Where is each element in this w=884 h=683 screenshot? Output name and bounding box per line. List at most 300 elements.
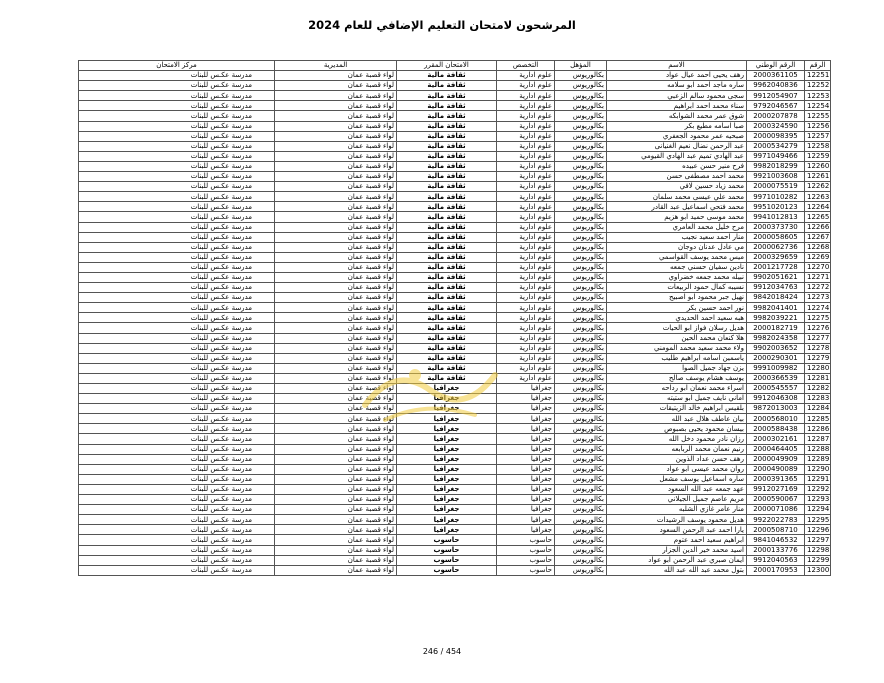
cell-seq: 12255	[805, 111, 831, 121]
cell-directorate: لواء قصبة عمان	[275, 182, 397, 192]
cell-qualification: بكالوريوس	[555, 222, 607, 232]
cell-specialization: جغرافيا	[497, 515, 555, 525]
cell-national-id: 9982039221	[747, 313, 805, 323]
cell-national-id: 2000329659	[747, 252, 805, 262]
cell-national-id: 9902051621	[747, 272, 805, 282]
candidates-table	[78, 60, 831, 576]
table-row	[79, 515, 831, 525]
cell-name: هديل رسلان فواز ابو الحيات	[607, 323, 747, 333]
table-row	[79, 303, 831, 313]
cell-national-id: 2000058605	[747, 232, 805, 242]
cell-national-id: 2000290301	[747, 353, 805, 363]
cell-national-id: 2000545557	[747, 384, 805, 394]
cell-qualification: بكالوريوس	[555, 232, 607, 242]
cell-center: مدرسة عكـس للبنات	[79, 484, 275, 494]
cell-name: سجى محمود سالم الزعبي	[607, 91, 747, 101]
cell-center: مدرسة عكـس للبنات	[79, 424, 275, 434]
cell-qualification: بكالوريوس	[555, 505, 607, 515]
cell-directorate: لواء قصبة عمان	[275, 505, 397, 515]
cell-qualification: بكالوريوس	[555, 484, 607, 494]
cell-name: نسيبه كمال حمود الربيعات	[607, 283, 747, 293]
cell-specialization: جغرافيا	[497, 444, 555, 454]
cell-name: اسيد محمد خير الدين الجزار	[607, 545, 747, 555]
cell-qualification: بكالوريوس	[555, 121, 607, 131]
cell-specialization: علوم ادارية	[497, 333, 555, 343]
cell-name: مي عادل عدنان دوجان	[607, 242, 747, 252]
cell-directorate: لواء قصبة عمان	[275, 484, 397, 494]
cell-qualification: بكالوريوس	[555, 71, 607, 81]
cell-seq: 12280	[805, 363, 831, 373]
cell-specialization: حاسوب	[497, 555, 555, 565]
cell-national-id: 2000071086	[747, 505, 805, 515]
cell-directorate: لواء قصبة عمان	[275, 151, 397, 161]
cell-exam: ثقافة مالية	[397, 172, 497, 182]
cell-specialization: علوم ادارية	[497, 131, 555, 141]
cell-exam: ثقافة مالية	[397, 151, 497, 161]
table-row	[79, 444, 831, 454]
table-row	[79, 373, 831, 383]
cell-seq: 12284	[805, 404, 831, 414]
cell-exam: ثقافة مالية	[397, 161, 497, 171]
cell-exam: ثقافة مالية	[397, 303, 497, 313]
cell-qualification: بكالوريوس	[555, 272, 607, 282]
cell-directorate: لواء قصبة عمان	[275, 343, 397, 353]
cell-seq: 12275	[805, 313, 831, 323]
header-qualification: المؤهل	[555, 61, 607, 71]
cell-specialization: علوم ادارية	[497, 252, 555, 262]
cell-specialization: علوم ادارية	[497, 303, 555, 313]
cell-qualification: بكالوريوس	[555, 182, 607, 192]
cell-directorate: لواء قصبة عمان	[275, 283, 397, 293]
cell-exam: ثقافة مالية	[397, 293, 497, 303]
cell-national-id: 9912027169	[747, 484, 805, 494]
table-row	[79, 313, 831, 323]
cell-center: مدرسة عكـس للبنات	[79, 495, 275, 505]
cell-specialization: علوم ادارية	[497, 262, 555, 272]
cell-national-id: 2000361105	[747, 71, 805, 81]
cell-national-id: 9951020123	[747, 202, 805, 212]
cell-name: عبد الرحمن نضال نعيم الغنيانى	[607, 141, 747, 151]
cell-national-id: 2000534279	[747, 141, 805, 151]
cell-exam: ثقافة مالية	[397, 353, 497, 363]
cell-qualification: بكالوريوس	[555, 172, 607, 182]
cell-qualification: بكالوريوس	[555, 535, 607, 545]
table-row	[79, 505, 831, 515]
cell-seq: 12268	[805, 242, 831, 252]
table-row	[79, 434, 831, 444]
cell-seq: 12283	[805, 394, 831, 404]
table-row	[79, 242, 831, 252]
cell-qualification: بكالوريوس	[555, 434, 607, 444]
cell-directorate: لواء قصبة عمان	[275, 313, 397, 323]
cell-national-id: 2000207878	[747, 111, 805, 121]
cell-directorate: لواء قصبة عمان	[275, 303, 397, 313]
cell-national-id: 2000302161	[747, 434, 805, 444]
cell-directorate: لواء قصبة عمان	[275, 131, 397, 141]
cell-exam: ثقافة مالية	[397, 111, 497, 121]
cell-seq: 12263	[805, 192, 831, 202]
table-row	[79, 252, 831, 262]
cell-seq: 12272	[805, 283, 831, 293]
cell-directorate: لواء قصبة عمان	[275, 353, 397, 363]
cell-qualification: بكالوريوس	[555, 404, 607, 414]
cell-specialization: جغرافيا	[497, 414, 555, 424]
cell-seq: 12264	[805, 202, 831, 212]
cell-national-id: 2000590067	[747, 495, 805, 505]
cell-specialization: علوم ادارية	[497, 182, 555, 192]
cell-exam: جغرافيا	[397, 434, 497, 444]
cell-name: ياسمين اسامه ابراهيم طليب	[607, 353, 747, 363]
cell-seq: 12274	[805, 303, 831, 313]
cell-exam: جغرافيا	[397, 454, 497, 464]
cell-center: مدرسة عكـس للبنات	[79, 101, 275, 111]
cell-name: نادين سفيان حسني جمعه	[607, 262, 747, 272]
cell-name: صبحيه عمر محمود الجعفري	[607, 131, 747, 141]
cell-center: مدرسة عكـس للبنات	[79, 242, 275, 252]
cell-name: نور احمد حسين بكر	[607, 303, 747, 313]
cell-seq: 12279	[805, 353, 831, 363]
cell-seq: 12276	[805, 323, 831, 333]
cell-national-id: 9912040563	[747, 555, 805, 565]
cell-seq: 12267	[805, 232, 831, 242]
table-row	[79, 293, 831, 303]
cell-directorate: لواء قصبة عمان	[275, 535, 397, 545]
table-header-row	[79, 61, 831, 71]
cell-national-id: 2000049909	[747, 454, 805, 464]
cell-specialization: علوم ادارية	[497, 121, 555, 131]
cell-name: صبا اسامه مطيع بكر	[607, 121, 747, 131]
cell-seq: 12297	[805, 535, 831, 545]
cell-seq: 12251	[805, 71, 831, 81]
cell-center: مدرسة عكـس للبنات	[79, 161, 275, 171]
cell-center: مدرسة عكـس للبنات	[79, 232, 275, 242]
cell-directorate: لواء قصبة عمان	[275, 192, 397, 202]
table-row	[79, 151, 831, 161]
cell-national-id: 2000464405	[747, 444, 805, 454]
cell-exam: جغرافيا	[397, 444, 497, 454]
cell-name: رنيم نعمان محمد الربابعه	[607, 444, 747, 454]
table-row	[79, 384, 831, 394]
cell-seq: 12299	[805, 555, 831, 565]
cell-seq: 12270	[805, 262, 831, 272]
cell-national-id: 2000366539	[747, 373, 805, 383]
cell-qualification: بكالوريوس	[555, 202, 607, 212]
cell-directorate: لواء قصبة عمان	[275, 81, 397, 91]
table-row	[79, 101, 831, 111]
cell-national-id: 9991009982	[747, 363, 805, 373]
cell-center: مدرسة عكـس للبنات	[79, 141, 275, 151]
cell-seq: 12261	[805, 172, 831, 182]
cell-directorate: لواء قصبة عمان	[275, 384, 397, 394]
cell-directorate: لواء قصبة عمان	[275, 222, 397, 232]
cell-specialization: علوم ادارية	[497, 272, 555, 282]
cell-center: مدرسة عكـس للبنات	[79, 172, 275, 182]
cell-exam: ثقافة مالية	[397, 101, 497, 111]
cell-name: بيان عاطف هلال عبد الله	[607, 414, 747, 424]
cell-center: مدرسة عكـس للبنات	[79, 192, 275, 202]
cell-seq: 12287	[805, 434, 831, 444]
cell-exam: جغرافيا	[397, 484, 497, 494]
cell-name: هبه سعيد احمد الحديدي	[607, 313, 747, 323]
cell-directorate: لواء قصبة عمان	[275, 141, 397, 151]
cell-name: يزن جهاد جميل الصوا	[607, 363, 747, 373]
cell-national-id: 9912034763	[747, 283, 805, 293]
cell-directorate: لواء قصبة عمان	[275, 91, 397, 101]
cell-seq: 12286	[805, 424, 831, 434]
cell-center: مدرسة عكـس للبنات	[79, 505, 275, 515]
cell-center: مدرسة عكـس للبنات	[79, 182, 275, 192]
cell-qualification: بكالوريوس	[555, 545, 607, 555]
cell-qualification: بكالوريوس	[555, 313, 607, 323]
cell-national-id: 2000170953	[747, 565, 805, 575]
cell-qualification: بكالوريوس	[555, 454, 607, 464]
cell-exam: ثقافة مالية	[397, 212, 497, 222]
cell-qualification: بكالوريوس	[555, 515, 607, 525]
cell-exam: ثقافة مالية	[397, 192, 497, 202]
cell-specialization: حاسوب	[497, 535, 555, 545]
table-row	[79, 323, 831, 333]
cell-name: رهف حسن عداد الذوين	[607, 454, 747, 464]
cell-seq: 12296	[805, 525, 831, 535]
table-row	[79, 212, 831, 222]
cell-seq: 12290	[805, 464, 831, 474]
cell-name: بلقيس ابراهيم خالد الزيتيقات	[607, 404, 747, 414]
cell-directorate: لواء قصبة عمان	[275, 444, 397, 454]
table-row	[79, 464, 831, 474]
cell-center: مدرسة عكـس للبنات	[79, 444, 275, 454]
cell-qualification: بكالوريوس	[555, 464, 607, 474]
cell-seq: 12256	[805, 121, 831, 131]
cell-specialization: حاسوب	[497, 565, 555, 575]
cell-directorate: لواء قصبة عمان	[275, 333, 397, 343]
cell-seq: 12278	[805, 343, 831, 353]
cell-exam: ثقافة مالية	[397, 313, 497, 323]
cell-directorate: لواء قصبة عمان	[275, 414, 397, 424]
cell-national-id: 9842018424	[747, 293, 805, 303]
cell-exam: ثقافة مالية	[397, 323, 497, 333]
cell-national-id: 9982018299	[747, 161, 805, 171]
cell-specialization: علوم ادارية	[497, 343, 555, 353]
cell-directorate: لواء قصبة عمان	[275, 373, 397, 383]
cell-exam: جغرافيا	[397, 414, 497, 424]
cell-directorate: لواء قصبة عمان	[275, 404, 397, 414]
cell-seq: 12262	[805, 182, 831, 192]
cell-name: ابراهيم سعيد احمد عتوم	[607, 535, 747, 545]
cell-directorate: لواء قصبة عمان	[275, 71, 397, 81]
table-row	[79, 192, 831, 202]
cell-national-id: 2001217728	[747, 262, 805, 272]
table-row	[79, 81, 831, 91]
cell-name: يارا احمد عبد الرحمن السعود	[607, 525, 747, 535]
cell-qualification: بكالوريوس	[555, 353, 607, 363]
table-row	[79, 545, 831, 555]
cell-center: مدرسة عكـس للبنات	[79, 111, 275, 121]
cell-qualification: بكالوريوس	[555, 323, 607, 333]
cell-directorate: لواء قصبة عمان	[275, 212, 397, 222]
cell-qualification: بكالوريوس	[555, 101, 607, 111]
table-row	[79, 495, 831, 505]
cell-name: فرح منير حسن عبيده	[607, 161, 747, 171]
cell-specialization: علوم ادارية	[497, 151, 555, 161]
cell-directorate: لواء قصبة عمان	[275, 515, 397, 525]
cell-exam: ثقافة مالية	[397, 131, 497, 141]
cell-national-id: 2000588438	[747, 424, 805, 434]
cell-specialization: جغرافيا	[497, 434, 555, 444]
cell-directorate: لواء قصبة عمان	[275, 323, 397, 333]
table-row	[79, 161, 831, 171]
cell-national-id: 9872013003	[747, 404, 805, 414]
cell-name: هلا كنعان محمد الحين	[607, 333, 747, 343]
cell-seq: 12291	[805, 474, 831, 484]
cell-exam: ثقافة مالية	[397, 283, 497, 293]
cell-directorate: لواء قصبة عمان	[275, 434, 397, 444]
cell-seq: 12294	[805, 505, 831, 515]
cell-directorate: لواء قصبة عمان	[275, 464, 397, 474]
cell-exam: حاسوب	[397, 565, 497, 575]
cell-exam: جغرافيا	[397, 474, 497, 484]
cell-center: مدرسة عكـس للبنات	[79, 525, 275, 535]
cell-exam: ثقافة مالية	[397, 91, 497, 101]
table-row	[79, 333, 831, 343]
cell-national-id: 9982041401	[747, 303, 805, 313]
cell-center: مدرسة عكـس للبنات	[79, 515, 275, 525]
cell-national-id: 9941012813	[747, 212, 805, 222]
cell-center: مدرسة عكـس للبنات	[79, 81, 275, 91]
cell-specialization: علوم ادارية	[497, 293, 555, 303]
cell-name: ولاء محمد سعيد محمد المومني	[607, 343, 747, 353]
table-row	[79, 131, 831, 141]
cell-specialization: علوم ادارية	[497, 242, 555, 252]
cell-center: مدرسة عكـس للبنات	[79, 252, 275, 262]
cell-directorate: لواء قصبة عمان	[275, 293, 397, 303]
cell-directorate: لواء قصبة عمان	[275, 555, 397, 565]
cell-name: منار عامر غازي الشلبه	[607, 505, 747, 515]
table-row	[79, 141, 831, 151]
cell-qualification: بكالوريوس	[555, 212, 607, 222]
cell-center: مدرسة عكـس للبنات	[79, 545, 275, 555]
cell-seq: 12253	[805, 91, 831, 101]
cell-qualification: بكالوريوس	[555, 394, 607, 404]
cell-center: مدرسة عكـس للبنات	[79, 373, 275, 383]
cell-qualification: بكالوريوس	[555, 424, 607, 434]
cell-qualification: بكالوريوس	[555, 81, 607, 91]
cell-national-id: 9971049466	[747, 151, 805, 161]
cell-center: مدرسة عكـس للبنات	[79, 202, 275, 212]
cell-exam: ثقافة مالية	[397, 81, 497, 91]
cell-seq: 12289	[805, 454, 831, 464]
cell-center: مدرسة عكـس للبنات	[79, 262, 275, 272]
cell-directorate: لواء قصبة عمان	[275, 565, 397, 575]
cell-exam: جغرافيا	[397, 525, 497, 535]
cell-exam: ثقافة مالية	[397, 343, 497, 353]
table-row	[79, 91, 831, 101]
cell-center: مدرسة عكـس للبنات	[79, 464, 275, 474]
table-row	[79, 121, 831, 131]
cell-exam: ثقافة مالية	[397, 252, 497, 262]
cell-national-id: 2000568010	[747, 414, 805, 424]
cell-exam: ثقافة مالية	[397, 363, 497, 373]
cell-exam: حاسوب	[397, 555, 497, 565]
cell-qualification: بكالوريوس	[555, 495, 607, 505]
cell-specialization: جغرافيا	[497, 404, 555, 414]
cell-exam: ثقافة مالية	[397, 232, 497, 242]
cell-seq: 12298	[805, 545, 831, 555]
cell-qualification: بكالوريوس	[555, 293, 607, 303]
cell-center: مدرسة عكـس للبنات	[79, 333, 275, 343]
cell-center: مدرسة عكـس للبنات	[79, 434, 275, 444]
cell-specialization: حاسوب	[497, 545, 555, 555]
cell-directorate: لواء قصبة عمان	[275, 525, 397, 535]
cell-directorate: لواء قصبة عمان	[275, 252, 397, 262]
table-row	[79, 525, 831, 535]
cell-name: اماني نايف جميل ابو ستيته	[607, 394, 747, 404]
cell-exam: ثقافة مالية	[397, 202, 497, 212]
header-specialization: التخصص	[497, 61, 555, 71]
cell-seq: 12269	[805, 252, 831, 262]
cell-name: مرح خليل محمد العامري	[607, 222, 747, 232]
cell-exam: جغرافيا	[397, 394, 497, 404]
cell-exam: ثقافة مالية	[397, 373, 497, 383]
cell-seq: 12277	[805, 333, 831, 343]
cell-exam: جغرافيا	[397, 515, 497, 525]
cell-specialization: علوم ادارية	[497, 202, 555, 212]
header-exam: الامتحان المقرر	[397, 61, 497, 71]
cell-directorate: لواء قصبة عمان	[275, 161, 397, 171]
cell-qualification: بكالوريوس	[555, 373, 607, 383]
cell-center: مدرسة عكـس للبنات	[79, 293, 275, 303]
cell-national-id: 2000075519	[747, 182, 805, 192]
cell-name: هديل محمود يوسف الرشيدات	[607, 515, 747, 525]
cell-center: مدرسة عكـس للبنات	[79, 363, 275, 373]
cell-exam: جغرافيا	[397, 495, 497, 505]
cell-specialization: علوم ادارية	[497, 363, 555, 373]
cell-qualification: بكالوريوس	[555, 363, 607, 373]
cell-center: مدرسة عكـس للبنات	[79, 384, 275, 394]
table-row	[79, 484, 831, 494]
table-row	[79, 353, 831, 363]
header-national-id: الرقم الوطني	[747, 61, 805, 71]
cell-national-id: 2000133776	[747, 545, 805, 555]
cell-name: بتول محمد عبد الله عبد الله	[607, 565, 747, 575]
cell-directorate: لواء قصبة عمان	[275, 242, 397, 252]
cell-name: ميس محمد يوسف القواسمي	[607, 252, 747, 262]
cell-exam: حاسوب	[397, 545, 497, 555]
table-row	[79, 222, 831, 232]
cell-center: مدرسة عكـس للبنات	[79, 313, 275, 323]
cell-center: مدرسة عكـس للبنات	[79, 565, 275, 575]
cell-national-id: 2000182719	[747, 323, 805, 333]
cell-directorate: لواء قصبة عمان	[275, 172, 397, 182]
table-row	[79, 394, 831, 404]
cell-national-id: 9902003652	[747, 343, 805, 353]
cell-center: مدرسة عكـس للبنات	[79, 272, 275, 282]
cell-seq: 12271	[805, 272, 831, 282]
table-row	[79, 172, 831, 182]
cell-national-id: 9962040836	[747, 81, 805, 91]
cell-seq: 12252	[805, 81, 831, 91]
header-name: الاسم	[607, 61, 747, 71]
cell-seq: 12300	[805, 565, 831, 575]
table-row	[79, 262, 831, 272]
cell-seq: 12295	[805, 515, 831, 525]
cell-specialization: علوم ادارية	[497, 161, 555, 171]
cell-qualification: بكالوريوس	[555, 283, 607, 293]
cell-seq: 12266	[805, 222, 831, 232]
cell-specialization: جغرافيا	[497, 464, 555, 474]
table-row	[79, 182, 831, 192]
table-row	[79, 363, 831, 373]
cell-name: ساره اسماعيل يوسف مشعل	[607, 474, 747, 484]
